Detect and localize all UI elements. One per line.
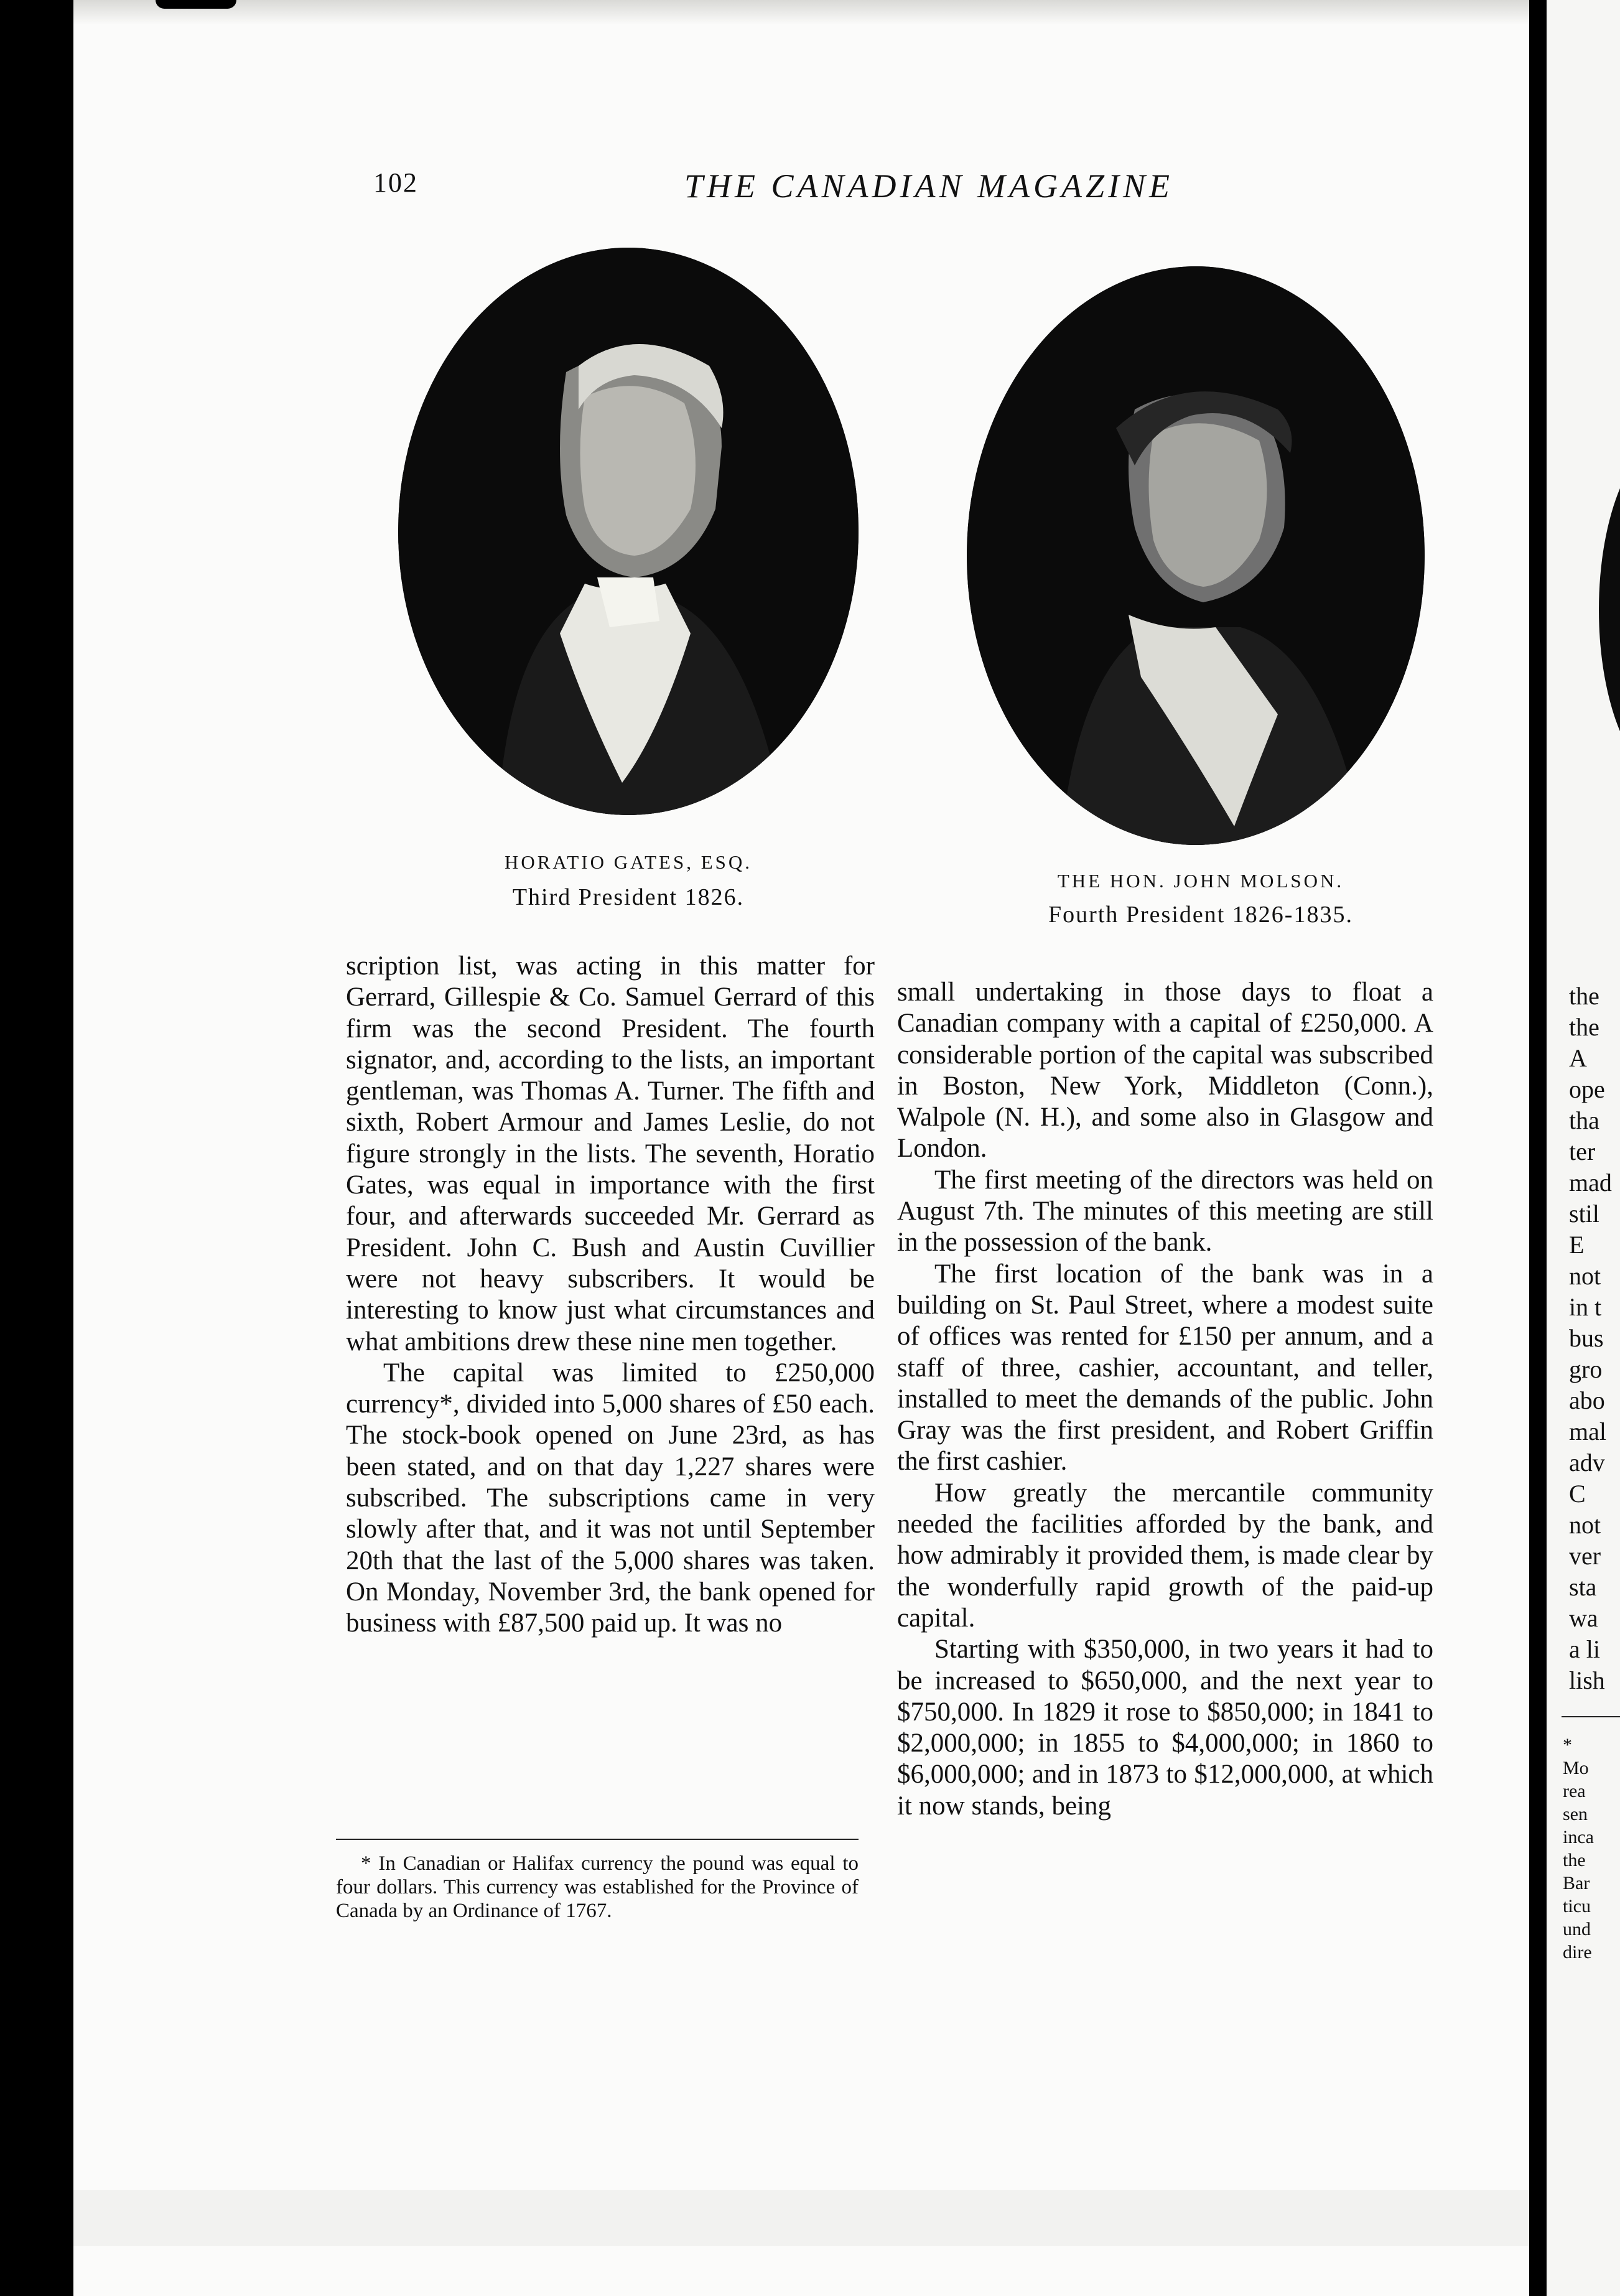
page-number: 102 [373, 167, 418, 198]
text-fragment: Mo [1563, 1758, 1589, 1778]
paragraph: Starting with $350,000, in two years it had to be increased to $650,000, and the next year to $750,000. In 1829 it rose to $850,000; in 1841 to $2,000,000; in 1855 to $4,000,000; in 1860 to $6,000,000; and in 1873 to $12,000,000, at which it now stands, being [897, 1635, 1433, 1821]
text-fragment: ope [1569, 1075, 1605, 1103]
footnote-rule [336, 1839, 859, 1840]
paragraph: small undertaking in those days to float a Canadian company with a capital of £250,000. A considerable portion of the capital was subscribed in Boston, New York, Middleton (Conn.), Walpole (N. H.), and some also in Glasgow and London. [897, 978, 1433, 1164]
middle-text-column [897, 977, 1433, 1822]
paragraph: The capital was limited to £250,000 currency*, divided into 5,000 shares of £50 each. The stock-book opened on June 23rd, as has been stated, and on that day 1,227 shares were subscribed. The subscriptions came in very slowly after that, and it was not until September 20th that the last of the 5,000 shares was taken. On Monday, November 3rd, the bank opened for business with £87,500 paid up. It was no [346, 1358, 875, 1638]
portrait-2-caption-name: THE HON. JOHN MOLSON. [1057, 870, 1344, 892]
text-fragment: mal [1569, 1417, 1606, 1445]
text-fragment: ticu [1563, 1896, 1591, 1916]
text-fragment: bus [1569, 1324, 1604, 1352]
portrait-horatio-gates [398, 248, 859, 815]
facing-page-footnote-rule [1562, 1716, 1620, 1717]
page-bottom-shadow [73, 2190, 1529, 2246]
text-fragment: lish [1569, 1666, 1605, 1694]
portrait-john-molson [967, 266, 1425, 845]
page-top-edge [73, 0, 1529, 25]
portrait-john-molson-image [967, 266, 1425, 845]
text-fragment: und [1563, 1919, 1591, 1939]
text-fragment: gro [1569, 1355, 1603, 1383]
text-fragment: in t [1569, 1293, 1602, 1321]
portrait-1-caption-name: HORATIO GATES, ESQ. [504, 851, 753, 873]
text-fragment: Bar [1563, 1873, 1590, 1893]
book-gutter [1529, 0, 1547, 2296]
text-fragment: the [1563, 1850, 1586, 1870]
portrait-2-caption-title: Fourth President 1826-1835. [1048, 902, 1353, 928]
left-text-column [346, 951, 875, 1640]
text-fragment: C [1569, 1480, 1586, 1508]
text-fragment: adv [1569, 1449, 1605, 1477]
text-fragment: tha [1569, 1106, 1599, 1134]
portrait-horatio-gates-image [398, 248, 859, 815]
running-head: THE CANADIAN MAGAZINE [684, 167, 1173, 205]
text-fragment: dire [1563, 1942, 1592, 1962]
scan-artifact [156, 0, 236, 9]
footnote-text: * In Canadian or Halifax currency the pound was equal to four dollars. This currency was established for the Province of Canada by an Ordinance of 1767. [336, 1852, 859, 1922]
facing-page-text-fragments [1569, 981, 1612, 1696]
text-fragment: not [1569, 1262, 1601, 1290]
text-fragment: ter [1569, 1137, 1596, 1165]
portrait-1-caption-title: Third President 1826. [512, 884, 745, 910]
text-fragment: wa [1569, 1604, 1598, 1632]
paragraph: scription list, was acting in this matter for Gerrard, Gillespie & Co. Samuel Gerrard of this firm was the second President. The fourth signator, and, according to the lists, an important gentleman, was Thomas A. Turner. The fifth and sixth, Robert Armour and James Leslie, do not figure strongly in the lists. The seventh, Horatio Gates, was equal in importance with the first four, and afterwards succeeded Mr. Gerrard as President. John C. Bush and Austin Cuvillier were not heavy subscribers. It would be interesting to know just what circumstances and what ambitions drew these nine men together. [346, 951, 875, 1356]
text-fragment: ver [1569, 1542, 1601, 1570]
text-fragment: sta [1569, 1573, 1597, 1601]
text-fragment: the [1569, 1013, 1599, 1041]
text-fragment: stil [1569, 1200, 1599, 1228]
paragraph: The first meeting of the directors was held on August 7th. The minutes of this meeting are still in the possession of the bank. [897, 1165, 1433, 1258]
text-fragment: mad [1569, 1169, 1612, 1197]
text-fragment: * [1563, 1735, 1572, 1755]
text-fragment: sen [1563, 1804, 1588, 1824]
text-fragment: a li [1569, 1635, 1600, 1663]
text-fragment: abo [1569, 1386, 1605, 1414]
text-fragment: A [1569, 1044, 1587, 1072]
paragraph: How greatly the mercantile community needed the facilities afforded by the bank, and how admirably it provided them, is made clear by the wonderfully rapid growth of the paid-up capital. [897, 1478, 1433, 1633]
text-fragment: the [1569, 982, 1599, 1010]
text-fragment: rea [1563, 1781, 1586, 1801]
text-fragment: E [1569, 1231, 1585, 1259]
text-fragment: inca [1563, 1827, 1594, 1847]
footnote [336, 1852, 859, 1923]
facing-page-footnote-fragments [1563, 1734, 1594, 1964]
text-fragment: not [1569, 1511, 1601, 1539]
paragraph: The first location of the bank was in a building on St. Paul Street, where a modest suite of offices was rented for £150 per annum, and a staff of three, cashier, accountant, and teller, installed to meet the demands of the public. John Gray was the first president, and Robert Griffin the first cashier. [897, 1259, 1433, 1477]
